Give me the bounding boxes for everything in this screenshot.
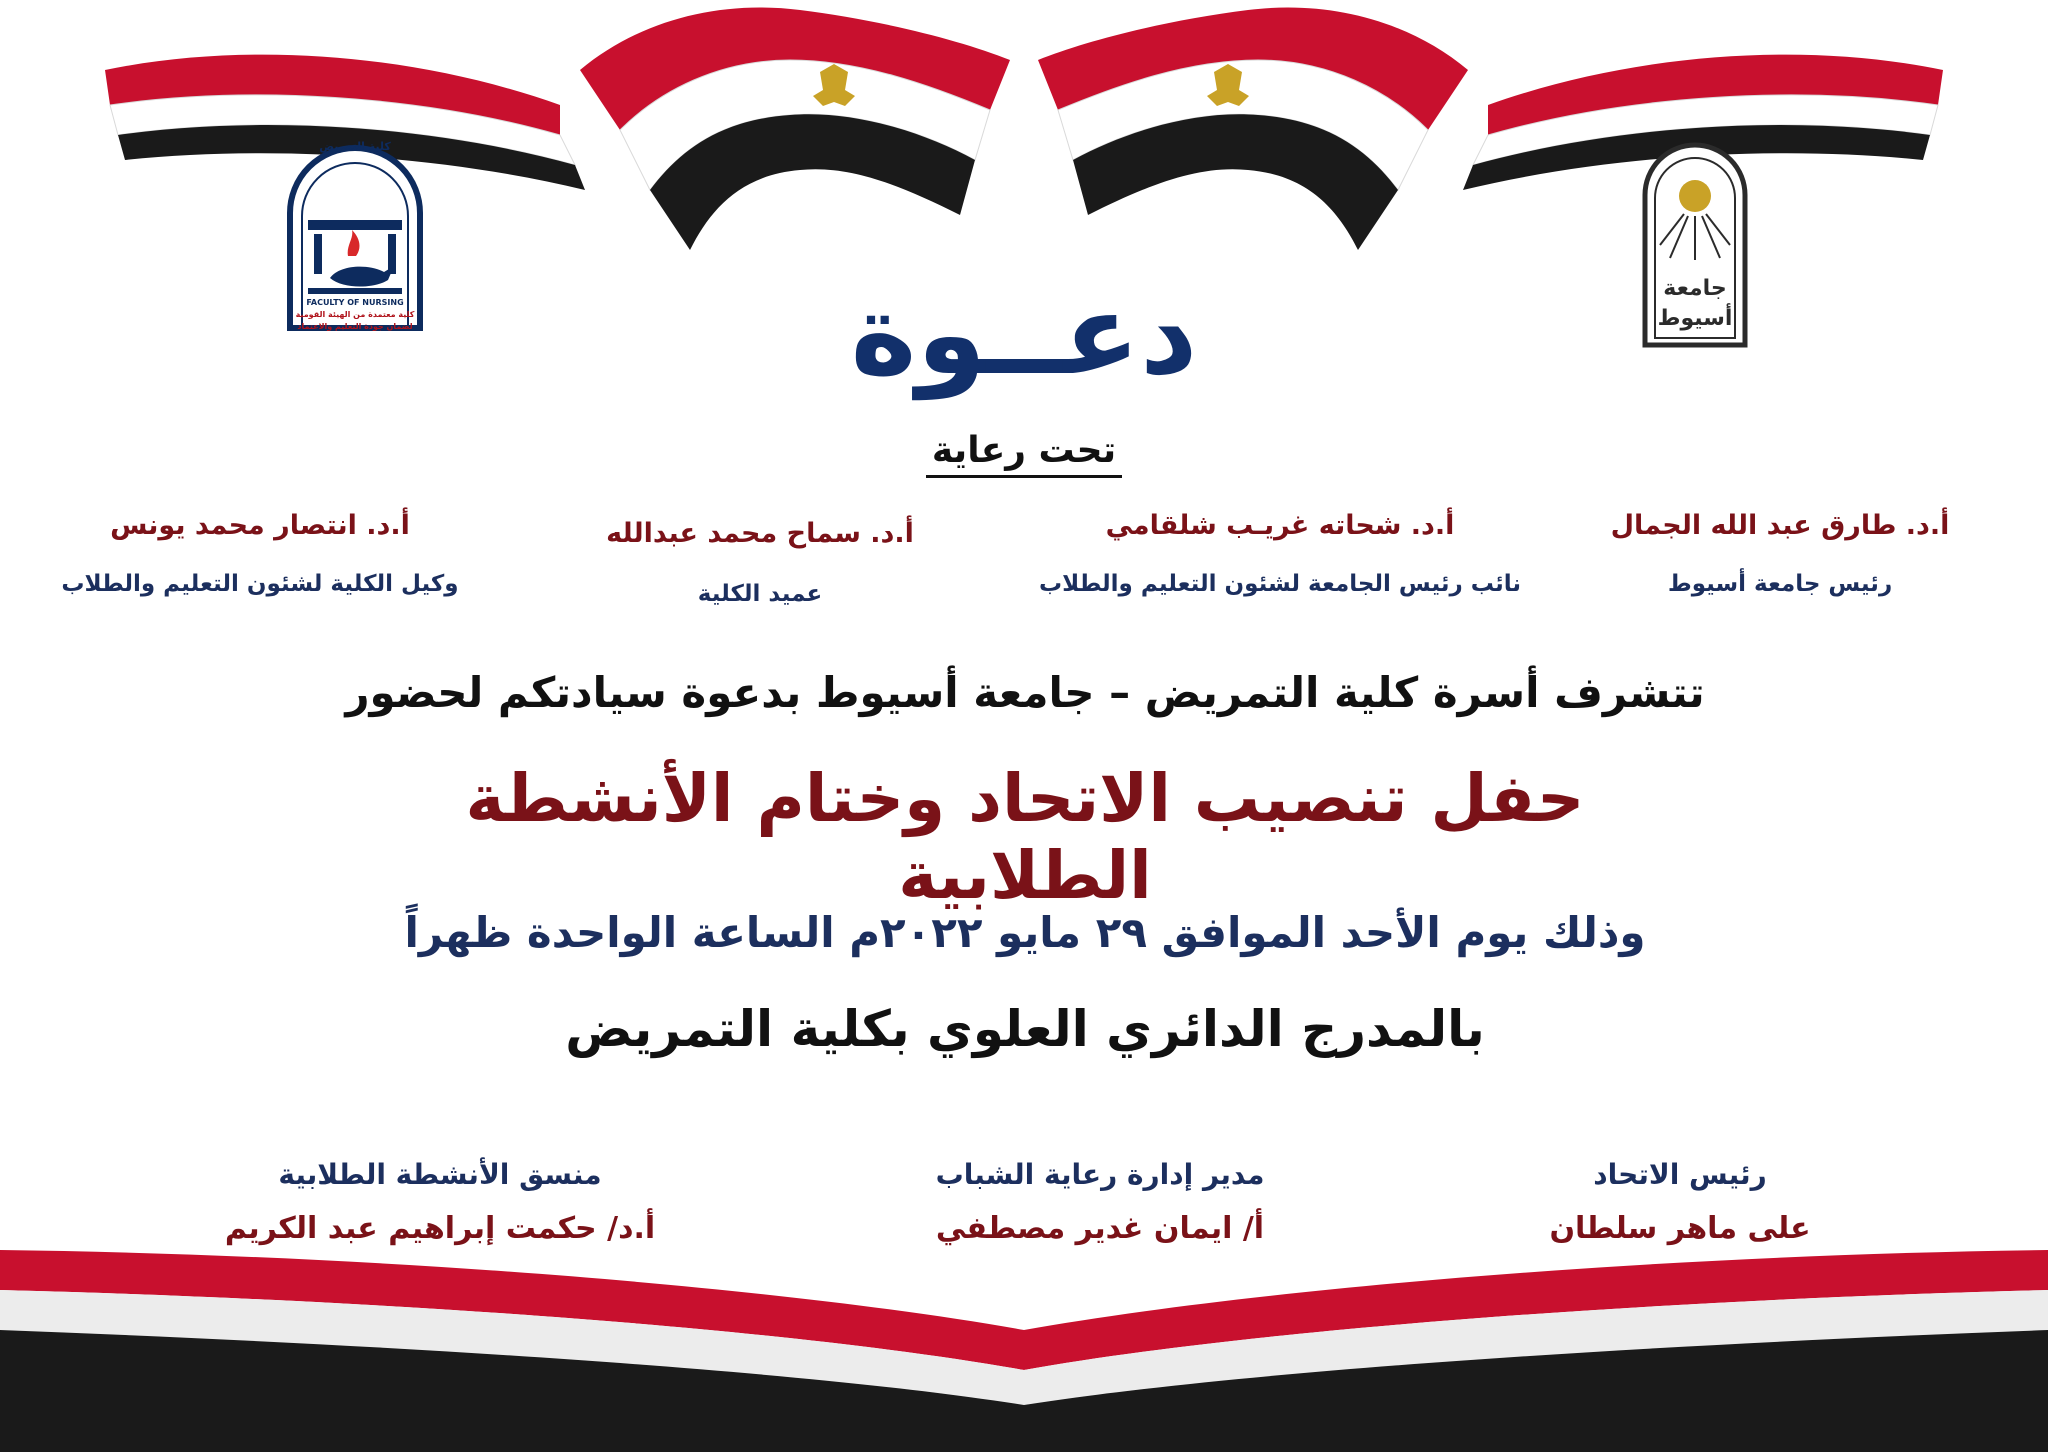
patron-3 xyxy=(550,518,970,607)
nursing-logo-top-text: كلية التمريض xyxy=(319,140,391,153)
signature-name: أ.د/ حكمت إبراهيم عبد الكريم xyxy=(224,1211,656,1246)
patron-4 xyxy=(30,510,490,597)
nursing-logo-band-text: FACULTY OF NURSING xyxy=(306,298,404,307)
nursing-logo-bottom-text-1: كلية معتمدة من الهيئة القومية xyxy=(295,310,415,319)
patron-2 xyxy=(1030,510,1530,597)
signature-name: أ/ ايمان غدير مصطفي xyxy=(935,1211,1265,1246)
patron-name: أ.د. شحاته غريـب شلقامي xyxy=(1105,510,1455,541)
patron-title: وكيل الكلية لشئون التعليم والطلاب xyxy=(61,571,459,597)
signature-2 xyxy=(860,1158,1340,1246)
patron-1 xyxy=(1580,510,1980,597)
patron-title: رئيس جامعة أسيوط xyxy=(1667,571,1893,597)
patron-title: نائب رئيس الجامعة لشئون التعليم والطلاب xyxy=(1039,571,1521,597)
event-venue: بالمدرج الدائري العلوي بكلية التمريض xyxy=(565,1000,1485,1058)
signature-title: منسق الأنشطة الطلابية xyxy=(278,1158,602,1191)
patron-title: عميد الكلية xyxy=(697,581,823,607)
university-logo-text-1: جامعة xyxy=(1663,276,1727,301)
event-datetime: وذلك يوم الأحد الموافق ٢٩ مايو ٢٠٢٢م الساعة الواحدة ظهراً xyxy=(404,908,1646,957)
signature-title: مدير إدارة رعاية الشباب xyxy=(935,1158,1265,1191)
left-flag-ribbon xyxy=(105,8,1010,251)
signature-3 xyxy=(160,1158,720,1246)
signature-title: رئيس الاتحاد xyxy=(1593,1158,1767,1191)
signature-name: على ماهر سلطان xyxy=(1549,1211,1811,1246)
patronage-label xyxy=(894,430,1154,471)
invitation-headline: دعــوة xyxy=(850,270,1198,400)
patron-name: أ.د. سماح محمد عبدالله xyxy=(606,518,914,549)
assiut-university-logo xyxy=(1640,140,1750,350)
university-logo-text-2: أسيوط xyxy=(1657,306,1733,331)
nursing-faculty-logo xyxy=(280,138,430,338)
signature-1 xyxy=(1500,1158,1860,1246)
patronage-label-text: تحت رعاية xyxy=(926,430,1122,478)
patron-name: أ.د. انتصار محمد يونس xyxy=(110,510,410,541)
event-title: حفل تنصيب الاتحاد وختام الأنشطة الطلابية xyxy=(465,760,1585,914)
invitation-intro: تتشرف أسرة كلية التمريض – جامعة أسيوط بدعوة سيادتكم لحضور xyxy=(345,668,1705,717)
nursing-logo-bottom-text-2: لضمان جودة التعليم والاعتماد xyxy=(297,322,413,331)
patron-name: أ.د. طارق عبد الله الجمال xyxy=(1610,510,1950,541)
right-flag-ribbon xyxy=(1038,8,1943,251)
